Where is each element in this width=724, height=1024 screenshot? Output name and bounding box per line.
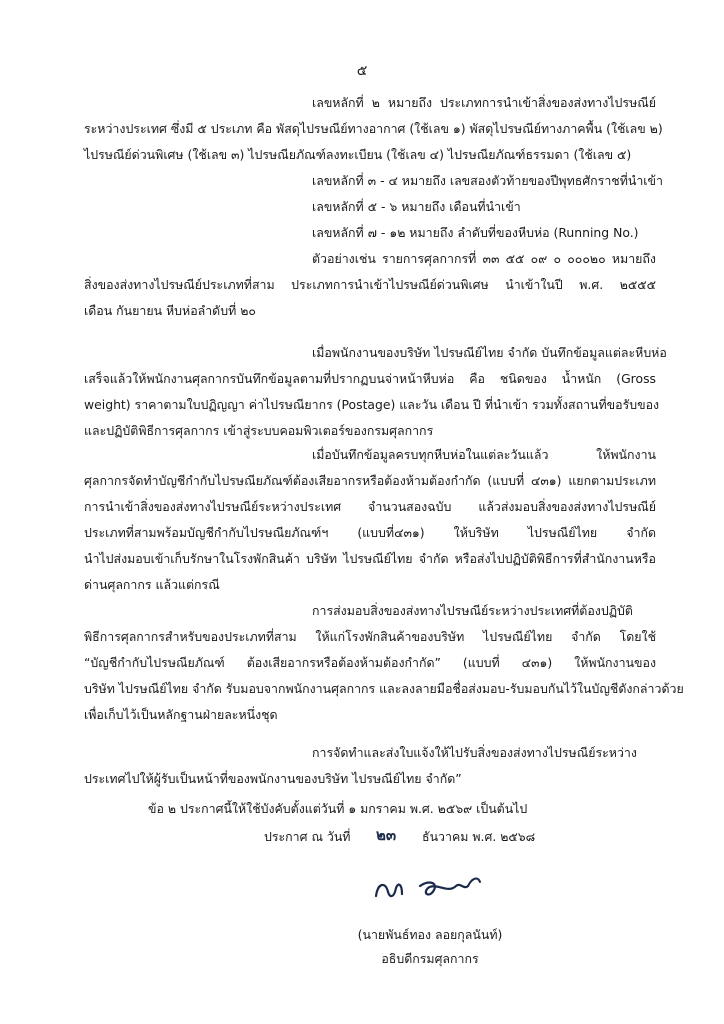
text-line: ธันวาคม พ.ศ. ๒๕๖๘ <box>422 829 536 844</box>
text-line: และปฏิบัติพิธีการศุลกากร เข้าสู่ระบบคอมพิวเตอร์ของกรมศุลกากร <box>84 423 434 438</box>
text-line: ประเภทที่สามพร้อมบัญชีกำกับไปรษณียภัณฑ์ฯ (แบบที่๔๓๑) ให้บริษัท ไปรษณีย์ไทย จำกัด <box>84 525 656 540</box>
text-line: เมื่อบันทึกข้อมูลครบทุกหีบห่อในแต่ละวันแล้ว ให้พนักงาน <box>312 447 656 462</box>
text-line: เลขหลักที่ ๗ - ๑๒ หมายถึง ลำดับที่ของหีบห่อ (Running No.) <box>312 225 639 240</box>
handwritten-date: ๒๓ <box>376 826 397 844</box>
text-line: ประเทศไปให้ผู้รับเป็นหน้าที่ของพนักงานของบริษัท ไปรษณีย์ไทย จำกัด” <box>84 771 462 786</box>
text-line: เมื่อพนักงานของบริษัท ไปรษณีย์ไทย จำกัด บันทึกข้อมูลแต่ละหีบห่อ <box>312 345 667 360</box>
signatory-name: (นายพันธ์ทอง ลอยกุลนันท์) <box>330 928 530 942</box>
text-line: เดือน กันยายน หีบห่อลำดับที่ ๒๐ <box>84 303 256 318</box>
text-line: “บัญชีกำกับไปรษณียภัณฑ์ ต้องเสียอากรหรือต้องห้ามต้องกำกัด” (แบบที่ ๔๓๑) ให้พนักงานของ <box>84 655 656 670</box>
text-line: ประกาศ ณ วันที่ <box>264 829 351 844</box>
text-line: เลขหลักที่ ๓ - ๔ หมายถึง เลขสองตัวท้ายของปีพุทธศักราชที่นำเข้า <box>312 173 663 188</box>
text-line: บริษัท ไปรษณีย์ไทย จำกัด รับมอบจากพนักงานศุลกากร และลงลายมือชื่อส่งมอบ-รับมอบกันไว้ในบัญชีดังกล่าวด้วย <box>84 681 684 696</box>
text-line: สิ่งของส่งทางไปรษณีย์ประเภทที่สาม ประเภทการนำเข้าไปรษณีย์ด่วนพิเศษ นำเข้าในปี พ.ศ. ๒๕๕๕ <box>84 277 656 292</box>
text-line: ตัวอย่างเช่น รายการศุลกากรที่ ๓๓ ๕๕ ๐๙ ๐ ๐๐๐๒๐ หมายถึง <box>312 251 656 266</box>
signature-image <box>368 868 518 908</box>
text-line: ศุลกากรจัดทำบัญชีกำกับไปรษณียภัณฑ์ต้องเสียอากรหรือต้องห้ามต้องกำกัด (แบบที่ ๔๓๑) แยกตามประเภท <box>84 473 656 488</box>
text-line: เลขหลักที่ ๕ - ๖ หมายถึง เดือนที่นำเข้า <box>312 199 521 214</box>
text-line: พิธีการศุลกากรสำหรับของประเภทที่สาม ให้แก่โรงพักสินค้าของบริษัท ไปรษณีย์ไทย จำกัด โดยใช้ <box>84 629 656 644</box>
text-line: ข้อ ๒ ประกาศนี้ให้ใช้บังคับตั้งแต่วันที่ ๑ มกราคม พ.ศ. ๒๕๖๙ เป็นต้นไป <box>148 801 528 816</box>
text-line: เพื่อเก็บไว้เป็นหลักฐานฝ่ายละหนึ่งชุด <box>84 707 278 722</box>
text-line: การนำเข้าสิ่งของส่งทางไปรษณีย์ระหว่างประเทศ จำนวนสองฉบับ แล้วส่งมอบสิ่งของส่งทางไปรษณีย์ <box>84 499 656 514</box>
text-line: เสร็จแล้วให้พนักงานศุลกากรบันทึกข้อมูลตามที่ปรากฏบนจ่าหน้าหีบห่อ คือ ชนิดของ น้ำหนัก (Gross <box>84 371 656 386</box>
text-line: ด่านศุลกากร แล้วแต่กรณี <box>84 577 220 592</box>
text-line: weight) ราคาตามใบปฏิญญา ค่าไปรษณียากร (Postage) และวัน เดือน ปี ที่นำเข้า รวมทั้งสถานที่ขอรับของ <box>84 397 660 412</box>
text-line: การส่งมอบสิ่งของส่งทางไปรษณีย์ระหว่างประเทศที่ต้องปฏิบัติ <box>312 603 633 618</box>
text-line: นำไปส่งมอบเข้าเก็บรักษาในโรงพักสินค้า บริษัท ไปรษณีย์ไทย จำกัด หรือส่งไปปฏิบัติพิธีการที่สำนักงานหรือ <box>84 551 656 566</box>
text-line: ไปรษณีย์ด่วนพิเศษ (ใช้เลข ๓) ไปรษณียภัณฑ์ลงทะเบียน (ใช้เลข ๔) ไปรษณียภัณฑ์ธรรมดา (ใช้เลข ๕) <box>84 147 632 162</box>
text-line: เลขหลักที่ ๒ หมายถึง ประเภทการนำเข้าสิ่งของส่งทางไปรษณีย์ <box>312 95 656 110</box>
signatory-title: อธิบดีกรมศุลกากร <box>330 952 530 966</box>
text-line: ระหว่างประเทศ ซึ่งมี ๕ ประเภท คือ พัสดุไปรษณีย์ทางอากาศ (ใช้เลข ๑) พัสดุไปรษณีย์ทางภาคพื้น (ใช้เลข ๒) <box>84 121 663 136</box>
page-number: ๕ <box>356 63 368 79</box>
text-line: การจัดทำและส่งใบแจ้งให้ไปรับสิ่งของส่งทางไปรษณีย์ระหว่าง <box>312 746 656 760</box>
